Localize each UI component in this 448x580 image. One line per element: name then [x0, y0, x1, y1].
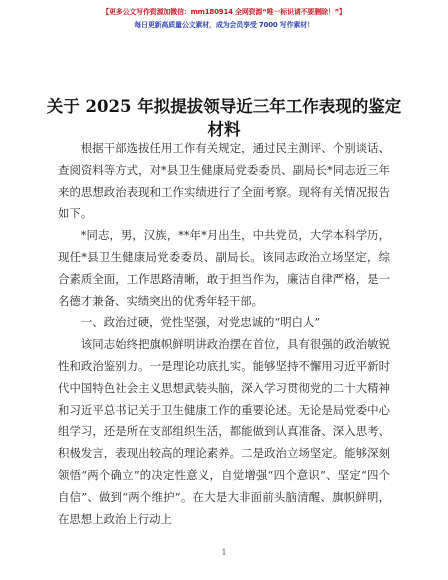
section-paragraph: 该同志始终把旗帜鲜明讲政治摆在首位，具有很强的政治敏锐性和政治鉴别力。一是理论功底扎实。能够坚持不懈用习近平新时代中国特色社会主义思想武装头脑，深入学习贯彻党的二十大精神和习近平总书记关于卫生健康工作的重要论述。无论是局党委中心组学习，还是所在支部组织生活，都能做到认真准备、深入思考、积极发言，表现出较高的理论素养。二是政治立场坚定。能够深刻领悟“两个确立”的决定性意义，自觉增强“四个意识”、坚定“四个自信”、做到“两个维护”。在大是大非面前头脑清醒、旗帜鲜明，在思想上政治上行动上: [58, 337, 390, 526]
document-body: [58, 138, 390, 530]
document-title-line-2: 材料: [207, 120, 241, 139]
section-heading: 一、政治过硬，党性坚强，对党忠诚的“明白人”: [80, 315, 321, 330]
promo-banner-line-1: 【更多公文写作资源加微信：mm180914 全网资源“唯一标识请不要删除！”】: [102, 8, 346, 16]
intro-paragraph: 根据干部选拔任用工作有关规定，通过民主测评、个别谈话、查阅资料等方式，对*县卫生健康局党委委员、副局长*同志近三年来的思想政治表现和工作实绩进行了全面考察。现将有关情况报告如下。: [58, 141, 390, 221]
profile-paragraph: *同志，男，汉族，**年*月出生，中共党员，大学本科学历，现任*县卫生健康局党委委员、副局长。该同志政治立场坚定，综合素质全面，工作思路清晰，敢于担当作为，廉洁自律严格，是一名德才兼备、实绩突出的优秀年轻干部。: [58, 228, 390, 308]
page-number: 1: [221, 548, 227, 557]
promo-banner-line-2: 每日更新高质量公文素材，成为会员享受 7000 写作素材！: [134, 21, 314, 29]
document-title-line-1: 关于 2025 年拟提拔领导近三年工作表现的鉴定: [46, 97, 402, 116]
